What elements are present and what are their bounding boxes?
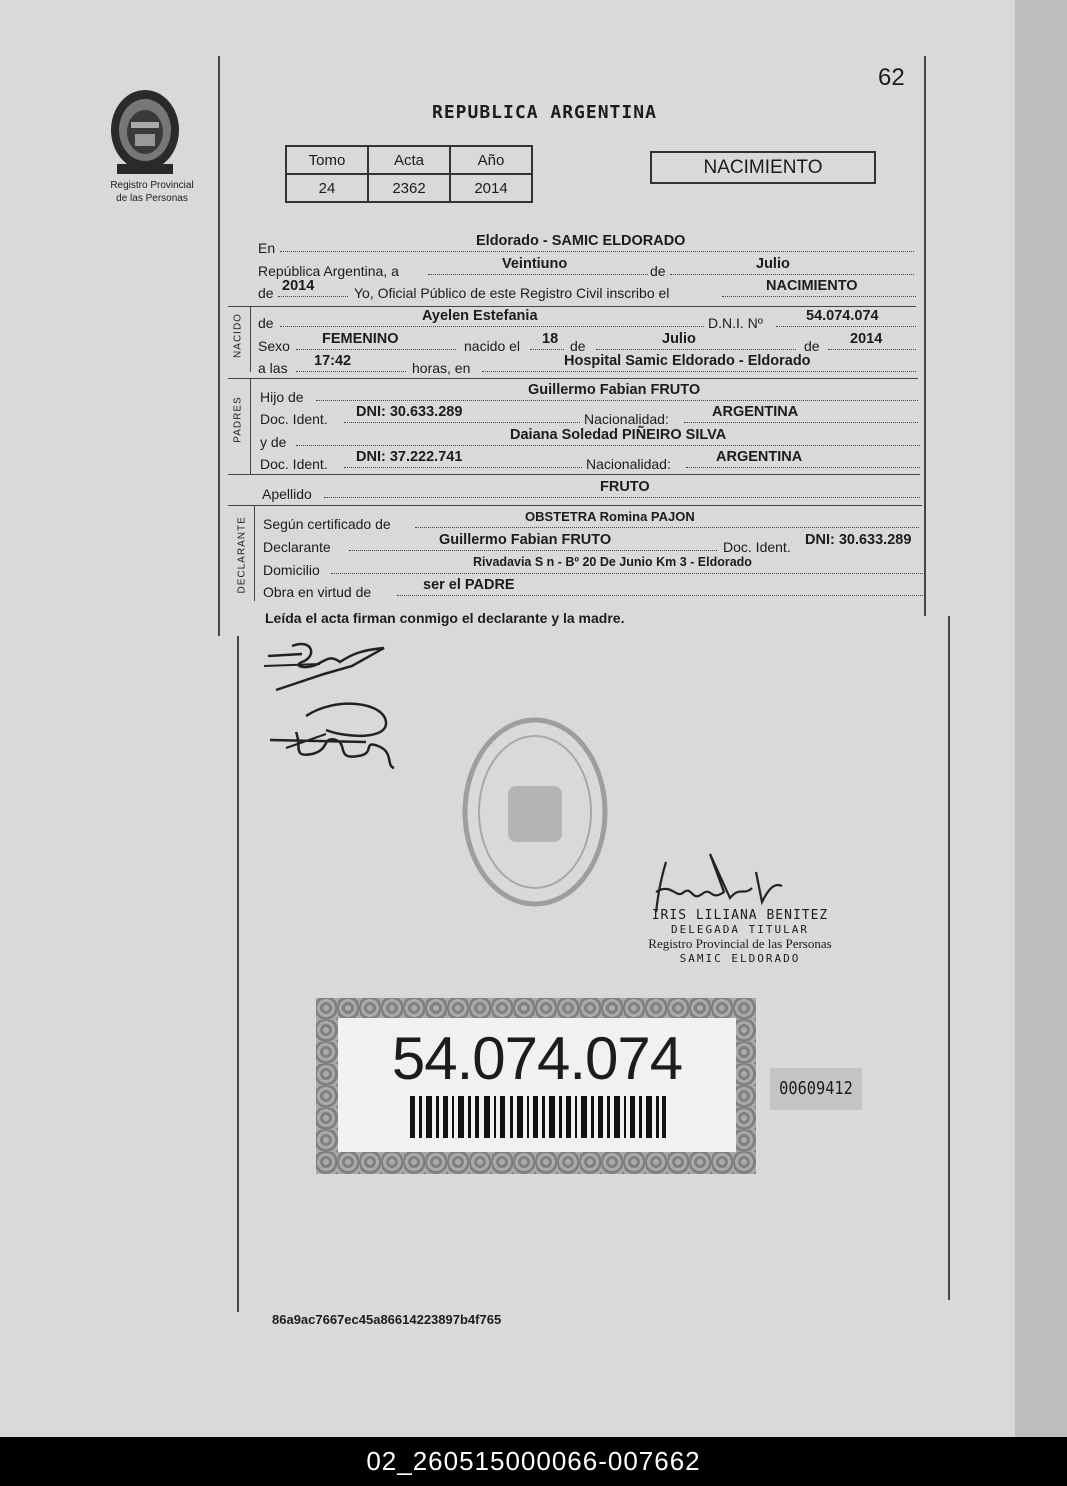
page-number: 62 xyxy=(878,64,905,91)
scan-id-footer: 02_260515000066-007662 xyxy=(0,1437,1067,1486)
field-label: Doc. Ident. xyxy=(723,539,791,555)
field-label: de xyxy=(258,285,274,301)
field-label: Sexo xyxy=(258,338,290,354)
dotted-line xyxy=(331,573,923,574)
left-margin-rule-lower xyxy=(237,636,239,1312)
official-block xyxy=(640,908,840,965)
nacido-section-label: NACIDO xyxy=(232,313,244,358)
field-label: Nacionalidad: xyxy=(584,411,669,427)
dotted-line xyxy=(686,467,920,468)
coat-of-arms-icon xyxy=(105,86,185,178)
field-value: OBSTETRA Romina PAJON xyxy=(525,509,695,524)
tomo-value: 24 xyxy=(286,174,368,202)
field-surname xyxy=(262,479,920,502)
field-label: Nacionalidad: xyxy=(586,456,671,472)
padres-section-label: PADRES xyxy=(232,396,244,443)
field-mother-doc xyxy=(260,449,920,472)
field-address xyxy=(263,555,923,578)
dotted-line xyxy=(324,497,920,498)
acta-header: Acta xyxy=(368,146,450,174)
field-label: a las xyxy=(258,360,288,376)
page-edge xyxy=(1015,0,1067,1437)
dotted-line xyxy=(296,349,456,350)
field-value: ARGENTINA xyxy=(716,449,803,465)
field-date-day xyxy=(258,256,914,279)
official-role: DELEGADA TITULAR xyxy=(671,923,809,936)
field-value: 2014 xyxy=(850,331,883,347)
field-value: Rivadavia S n - Bº 20 De Junio Km 3 - Eldorado xyxy=(473,555,752,569)
field-value: Eldorado - SAMIC ELDORADO xyxy=(476,233,686,249)
field-label: de xyxy=(570,338,586,354)
dotted-line xyxy=(722,296,916,297)
field-value: 18 xyxy=(542,331,559,347)
field-label: nacido el xyxy=(464,338,521,354)
dotted-line xyxy=(415,527,919,528)
section-divider xyxy=(228,505,922,506)
barcode-bars xyxy=(410,1096,666,1138)
dotted-line xyxy=(530,349,564,350)
dotted-line xyxy=(397,595,923,596)
dotted-line xyxy=(316,400,918,401)
field-value: Hospital Samic Eldorado - Eldorado xyxy=(564,353,811,369)
field-value: Julio xyxy=(756,256,790,272)
declarante-section-label: DECLARANTE xyxy=(236,516,248,594)
field-basis xyxy=(263,577,923,600)
dotted-line xyxy=(684,422,918,423)
tomo-header: Tomo xyxy=(286,146,368,174)
field-label: Domicilio xyxy=(263,562,320,578)
registry-label-line2: de las Personas xyxy=(116,193,188,204)
field-label: Doc. Ident. xyxy=(260,456,328,472)
dotted-line xyxy=(670,274,914,275)
serial-number: 00609412 xyxy=(770,1068,862,1110)
field-label: Obra en virtud de xyxy=(263,584,372,600)
field-value: Daiana Soledad PIÑEIRO SILVA xyxy=(510,427,727,443)
field-label: Declarante xyxy=(263,539,331,555)
field-label: de xyxy=(258,315,274,331)
field-label: de xyxy=(650,263,666,279)
dotted-line xyxy=(280,326,704,327)
field-value: FEMENINO xyxy=(322,331,399,347)
field-value: DNI: 30.633.289 xyxy=(805,532,912,548)
anio-value: 2014 xyxy=(450,174,532,202)
field-value: Guillermo Fabian FRUTO xyxy=(528,382,701,398)
field-label: Según certificado de xyxy=(263,516,391,532)
record-table xyxy=(285,145,533,203)
field-value: 54.074.074 xyxy=(806,308,879,324)
right-margin-rule-lower xyxy=(948,616,950,1300)
field-label: Hijo de xyxy=(260,389,304,405)
document-hash: 86a9ac7667ec45a86614223897b4f765 xyxy=(272,1312,502,1327)
field-label: y de xyxy=(260,434,287,450)
official-office: Registro Provincial de las Personas xyxy=(648,936,832,951)
field-father xyxy=(260,382,918,405)
dotted-line xyxy=(776,326,916,327)
anio-header: Año xyxy=(450,146,532,174)
country-title: REPUBLICA ARGENTINA xyxy=(432,102,657,123)
field-value: Guillermo Fabian FRUTO xyxy=(439,532,612,548)
field-value: DNI: 37.222.741 xyxy=(356,449,463,465)
section-bar xyxy=(250,378,251,474)
barcode-label xyxy=(338,1018,736,1152)
field-time-place xyxy=(258,353,916,376)
field-label: de xyxy=(804,338,820,354)
field-en xyxy=(258,233,914,256)
official-location: SAMIC ELDORADO xyxy=(679,952,801,965)
field-value: FRUTO xyxy=(600,479,650,495)
field-declarant xyxy=(263,532,923,555)
field-value: Ayelen Estefania xyxy=(422,308,538,324)
dotted-line xyxy=(296,445,920,446)
acta-value: 2362 xyxy=(368,174,450,202)
dotted-line xyxy=(296,371,406,372)
field-sex-birthdate xyxy=(258,331,916,354)
field-label: Yo, Oficial Público de este Registro Civil inscribo el xyxy=(354,285,670,301)
mother-signature xyxy=(266,696,402,774)
section-bar xyxy=(250,306,251,372)
section-divider xyxy=(228,378,918,379)
section-divider xyxy=(228,306,916,307)
registry-label-line1: Registro Provincial xyxy=(110,180,194,191)
section-divider xyxy=(228,474,920,475)
field-label: República Argentina, a xyxy=(258,263,399,279)
left-margin-rule xyxy=(218,56,220,636)
field-value: DNI: 30.633.289 xyxy=(356,404,463,420)
field-value: 2014 xyxy=(282,278,315,294)
dotted-line xyxy=(428,274,648,275)
official-name: IRIS LILIANA BENITEZ xyxy=(651,908,829,923)
field-mother xyxy=(260,427,920,450)
dotted-line xyxy=(344,467,582,468)
barcode-number: 54.074.074 xyxy=(391,1025,683,1092)
dotted-line xyxy=(344,422,580,423)
dotted-line xyxy=(828,349,916,350)
declarant-signature xyxy=(262,636,392,696)
field-label: Doc. Ident. xyxy=(260,411,328,427)
registry-seal-stamp xyxy=(460,714,610,910)
field-value: NACIMIENTO xyxy=(766,278,858,294)
field-value: ARGENTINA xyxy=(712,404,799,420)
field-year xyxy=(258,278,916,301)
record-type-box: NACIMIENTO xyxy=(650,151,876,184)
field-value: ser el PADRE xyxy=(423,577,515,593)
field-value: Julio xyxy=(662,331,696,347)
field-name xyxy=(258,308,916,331)
dotted-line xyxy=(278,296,348,297)
dotted-line xyxy=(280,251,914,252)
section-bar xyxy=(254,505,255,601)
field-label: Apellido xyxy=(262,486,312,502)
field-label: En xyxy=(258,240,276,256)
field-value: 17:42 xyxy=(314,353,352,369)
field-label: D.N.I. Nº xyxy=(708,315,763,331)
field-value: Veintiuno xyxy=(502,256,568,272)
dotted-line xyxy=(349,550,717,551)
closing-statement: Leída el acta firman conmigo el declarante y la madre. xyxy=(265,610,625,626)
dotted-line xyxy=(596,349,796,350)
official-signature xyxy=(652,852,784,916)
field-father-doc xyxy=(260,404,918,427)
field-label: horas, en xyxy=(412,360,471,376)
dotted-line xyxy=(482,371,916,372)
right-margin-rule xyxy=(924,56,926,616)
registry-logo xyxy=(100,86,204,204)
field-certificate xyxy=(263,509,919,532)
